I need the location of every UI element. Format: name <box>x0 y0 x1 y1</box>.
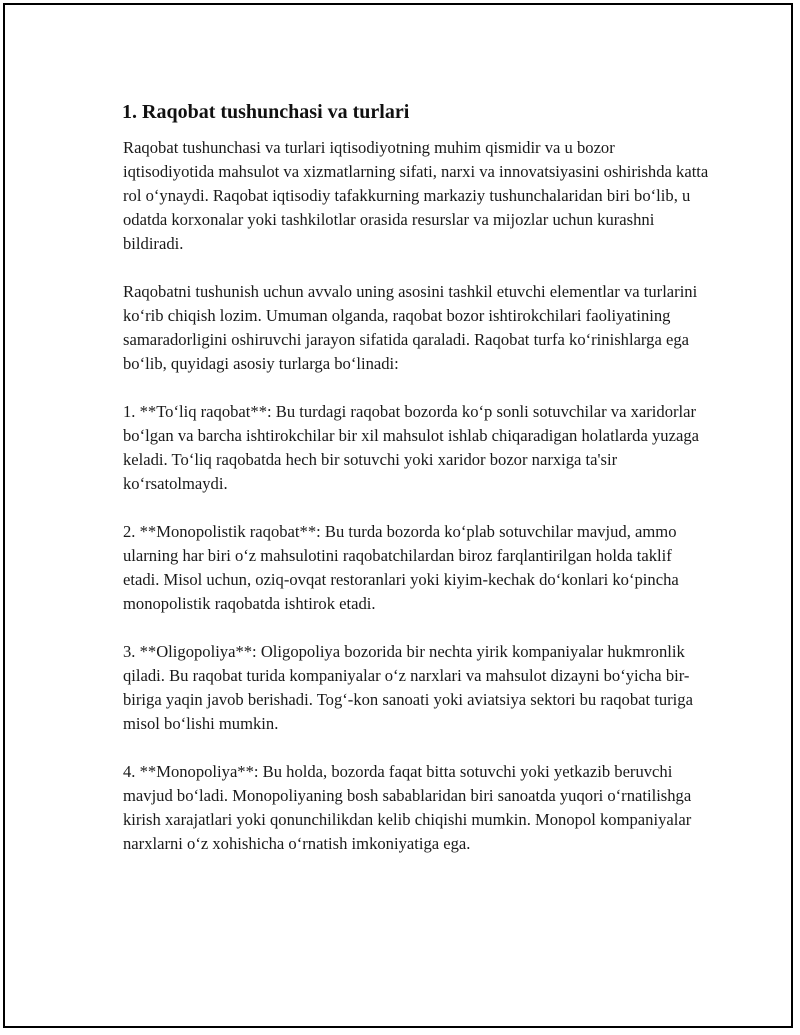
paragraph-types-overview: Raqobatni tushunish uchun avvalo uning asosini tashkil etuvchi elementlar va turlarini ko‘rib chiqish lozim. Umuman olganda, raqobat bozor ishtirokchilari faoliyatining samaradorligini oshiruvchi jarayon sifatida qaraladi. Raqobat turfa ko‘rinishlarga ega bo‘lib, quyidagi asosiy turlarga bo‘linadi: <box>123 282 698 373</box>
paragraph-oligopoly: 3. **Oligopoliya**: Oligopoliya bozorida bir nechta yirik kompaniyalar hukmronlik qiladi. Bu raqobat turida kompaniyalar o‘z narxlari va mahsulot dizayni bo‘yicha bir-biriga yaqin javob berishadi. Tog‘-kon sanoati yoki aviatsiya sektori bu raqobat turiga misol bo‘lishi mumkin. <box>123 642 693 733</box>
paragraph-intro: Raqobat tushunchasi va turlari iqtisodiyotning muhim qismidir va u bozor iqtisodiyotida mahsulot va xizmatlarning sifati, narxi va innovatsiyasini oshirishda katta rol o‘ynaydi. Raqobat iqtisodiy tafakkurning markaziy tushunchalaridan biri bo‘lib, u odatda korxonalar yoki tashkilotlar orasida resurslar va mijozlar uchun kurashni bildiradi. <box>123 138 709 253</box>
document-page <box>3 3 793 1028</box>
paragraph-monopolistic-competition: 2. **Monopolistik raqobat**: Bu turda bozorda ko‘plab sotuvchilar mavjud, ammo ularning har biri o‘z mahsulotini raqobatchilardan biroz farqlantirilgan holda taklif etadi. Misol uchun, oziq-ovqat restoranlari yoki kiyim-kechak do‘konlari ko‘pincha monopolistik raqobatda ishtirok etadi. <box>123 522 679 613</box>
paragraph-perfect-competition: 1. **To‘liq raqobat**: Bu turdagi raqobat bozorda ko‘p sonli sotuvchilar va xaridorlar bo‘lgan va barcha ishtirokchilar bir xil mahsulot ishlab chiqaradigan holatlarda yuzaga keladi. To‘liq raqobatda hech bir sotuvchi yoki xaridor bozor narxiga ta'sir ko‘rsatolmaydi. <box>123 402 699 493</box>
document-body <box>120 99 710 880</box>
paragraph-monopoly: 4. **Monopoliya**: Bu holda, bozorda faqat bitta sotuvchi yoki yetkazib beruvchi mavjud bo‘ladi. Monopoliyaning bosh sabablaridan biri sanoatda yuqori o‘rnatilishga kirish xarajatlari yoki qonunchilikdan kelib chiqishi mumkin. Monopol kompaniyalar narxlarni o‘z xohishicha o‘rnatish imkoniyatiga ega. <box>123 762 692 853</box>
section-heading: 1. Raqobat tushunchasi va turlari <box>122 101 410 123</box>
